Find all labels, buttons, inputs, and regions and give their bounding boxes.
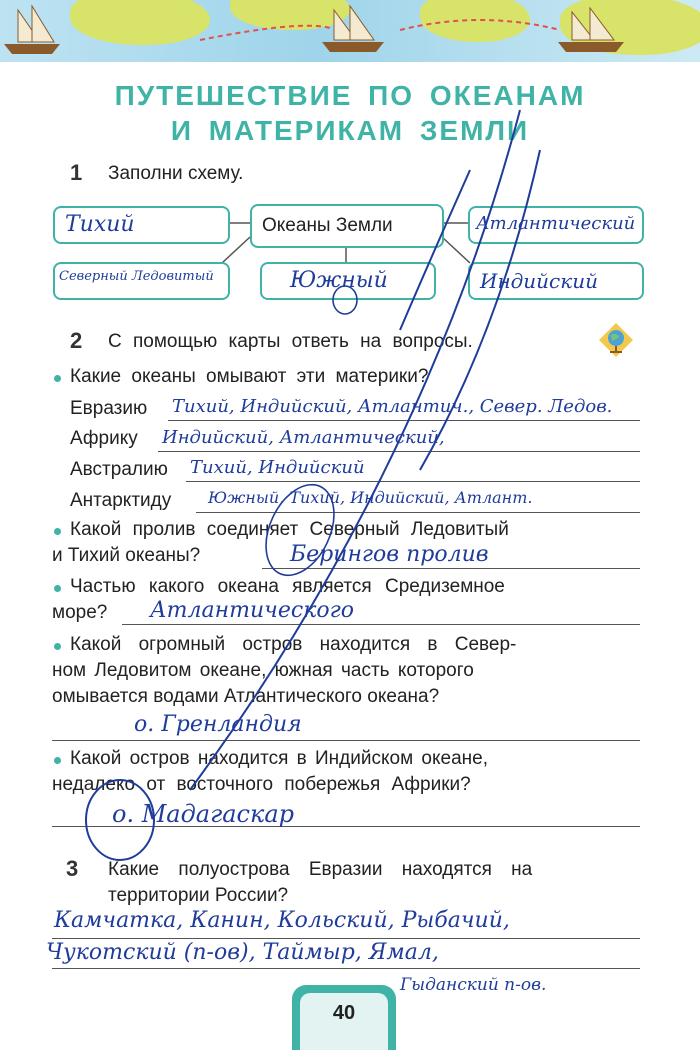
scheme-box-center-bottom	[260, 262, 436, 300]
bullet-marker	[54, 643, 61, 650]
q5-line1: Какой остров находится в Индийском океане,	[70, 748, 488, 769]
task2-prompt: С помощью карты ответь на вопросы.	[108, 331, 473, 352]
ship-icon	[558, 8, 624, 52]
route-line	[400, 20, 560, 30]
task3-answer-line2: Чукотский (п-ов), Таймыр, Ямал,	[46, 940, 439, 965]
row-answer-australia: Тихий, Индийский	[190, 457, 365, 478]
ship-icon	[4, 6, 60, 54]
ship-icon	[322, 6, 384, 52]
row-answer-africa: Индийский, Атлантический,	[162, 427, 445, 448]
q4-line3: омывается водами Атлантического океана?	[52, 686, 440, 707]
row-label-eurasia: Евразию	[70, 398, 148, 419]
task1-number: 1	[70, 160, 83, 185]
q5-line2: недалеко от восточного побережья Африки?	[52, 774, 471, 795]
answer-line	[52, 740, 640, 741]
task3-answer-line3: Гыданский п-ов.	[400, 975, 547, 995]
scheme-center-box	[250, 204, 444, 248]
q2-answer: Берингов пролив	[290, 542, 489, 567]
task3-line1: Какие полуострова Евразии находятся на	[108, 859, 533, 880]
row-label-australia: Австралию	[70, 459, 168, 480]
ship-icons	[0, 0, 700, 62]
q4-answer: о. Гренландия	[134, 712, 302, 737]
q1-text: Какие океаны омывают эти материки?	[70, 366, 429, 387]
row-label-antarctica: Антарктиду	[70, 490, 172, 511]
scheme-answer: Тихий	[65, 212, 135, 237]
task3-line2: территории России?	[108, 885, 289, 906]
bullet-marker	[54, 585, 61, 592]
q5-answer: о. Мадагаскар	[112, 800, 294, 828]
scheme-answer: Атлантический	[476, 213, 636, 234]
q3-line1: Частью какого океана является Средиземное	[70, 576, 505, 597]
answer-line	[158, 451, 640, 452]
task2-number: 2	[70, 328, 83, 353]
row-label-africa: Африку	[70, 428, 138, 449]
bullet-marker	[54, 528, 61, 535]
answer-line	[52, 938, 640, 939]
answer-line	[186, 481, 640, 482]
q3-answer: Атлантического	[150, 598, 354, 623]
header-map-illustration	[0, 0, 700, 62]
bullet-marker	[54, 757, 61, 764]
page-title-line1: ПУТЕШЕСТВИЕ ПО ОКЕАНАМ	[114, 80, 586, 111]
scheme-box-right-top	[468, 206, 644, 244]
q2-line1: Какой пролив соединяет Северный Ледовитый	[70, 519, 509, 540]
task3-answer-line1: Камчатка, Канин, Кольский, Рыбачий,	[54, 908, 510, 933]
answer-line	[196, 512, 640, 513]
task3-number: 3	[66, 856, 79, 881]
answer-line	[122, 624, 640, 625]
scheme-box-left-bottom	[53, 262, 230, 300]
bullet-marker	[54, 375, 61, 382]
scheme-answer: Южный	[290, 268, 388, 293]
scheme-answer: Северный Ледовитый	[59, 269, 214, 284]
scheme-box-left-top	[53, 206, 230, 244]
answer-line	[262, 568, 640, 569]
row-answer-eurasia: Тихий, Индийский, Атлантич., Север. Ледов.	[172, 396, 613, 417]
page-title-line2: И МАТЕРИКАМ ЗЕМЛИ	[170, 115, 530, 146]
answer-line	[52, 968, 640, 969]
q2-line2: и Тихий океаны?	[52, 545, 201, 566]
route-line	[200, 26, 330, 40]
page-number: 40	[300, 993, 388, 1050]
q4-line1: Какой огромный остров находится в Север-	[70, 634, 517, 655]
q4-line2: ном Ледовитом океане, южная часть которого	[52, 660, 474, 681]
q3-line2: море?	[52, 602, 108, 623]
scheme-center-label: Океаны Земли	[262, 215, 393, 236]
row-answer-antarctica: Южный, Тихий, Индийский, Атлант.	[208, 488, 533, 507]
answer-line	[168, 420, 640, 421]
scheme-answer: Индийский	[480, 269, 598, 293]
globe-icon	[598, 322, 634, 358]
scheme-box-right-bottom	[468, 262, 644, 300]
task1-prompt: Заполни схему.	[108, 163, 244, 184]
